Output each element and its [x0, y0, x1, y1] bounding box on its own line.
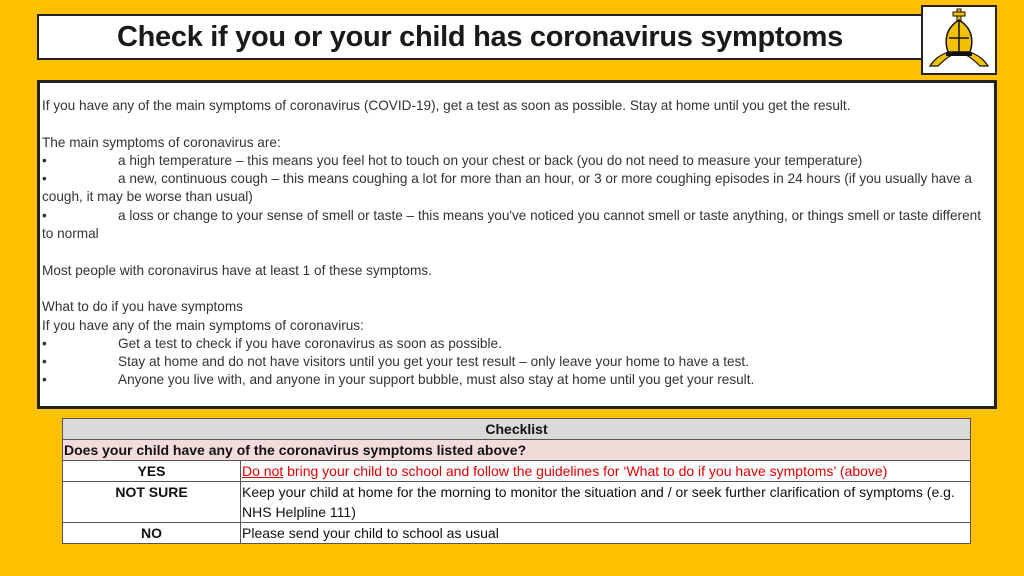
bullet-glyph: • — [42, 372, 47, 388]
checklist-header-row — [63, 419, 971, 440]
bullet-glyph: • — [42, 207, 47, 223]
symptom-item: • a high temperature – this means you feel hot to touch on your chest or back (you do not need to measure your temperature) — [42, 152, 988, 170]
checklist-question: Does your child have any of the coronavirus symptoms listed above? — [63, 440, 971, 461]
action-item: • Get a test to check if you have coronavirus as soon as possible. — [42, 335, 988, 353]
instruction-yes: Do not bring your child to school and follow the guidelines for ‘What to do if you have symptoms’ (above) — [241, 461, 971, 482]
bullet-glyph: • — [42, 171, 47, 187]
mitre-crest-icon — [926, 8, 992, 72]
symptom-item: • a new, continuous cough – this means coughing a lot for more than an hour, or 3 or more coughing episodes in 24 hours (if you usually have a cough, it may be worse than usual) — [42, 171, 972, 205]
title-banner — [37, 14, 923, 60]
option-not-sure: NOT SURE — [63, 482, 241, 523]
option-yes: YES — [63, 461, 241, 482]
emphasis-text: Do not — [242, 463, 284, 479]
symptom-item: • a loss or change to your sense of smell or taste – this means you've noticed you cannot smell or taste anything, or things smell or taste different to normal — [42, 207, 981, 242]
checklist-table — [62, 418, 971, 544]
table-row — [63, 461, 971, 482]
intro-text: If you have any of the main symptoms of coronavirus (COVID-19), get a test as soon as possible. Stay at home until you get the result. — [42, 98, 851, 113]
checklist-question-row — [63, 440, 971, 461]
page-title: Check if you or your child has coronavirus symptoms — [117, 20, 843, 53]
main-symptoms-heading: The main symptoms of coronavirus are: — [42, 134, 281, 150]
bullet-glyph: • — [42, 335, 47, 351]
action-item: • Anyone you live with, and anyone in your support bubble, must also stay at home until you get your result. — [42, 371, 988, 389]
what-to-do-heading: What to do if you have symptoms — [42, 299, 243, 315]
most-people-text: Most people with coronavirus have at least 1 of these symptoms. — [42, 262, 432, 278]
bullet-glyph: • — [42, 152, 47, 168]
school-logo — [921, 5, 997, 75]
table-row — [63, 482, 971, 523]
instruction-not-sure: Keep your child at home for the morning to monitor the situation and / or seek further clarification of symptoms (e.g. NHS Helpline 111) — [241, 482, 971, 523]
bullet-glyph: • — [42, 354, 47, 370]
what-to-do-intro: If you have any of the main symptoms of coronavirus: — [42, 317, 364, 333]
symptoms-info-panel — [37, 80, 997, 409]
action-item: • Stay at home and do not have visitors until you get your test result – only leave your home to have a test. — [42, 353, 988, 371]
option-no: NO — [63, 523, 241, 544]
checklist-header: Checklist — [63, 419, 971, 440]
table-row — [63, 523, 971, 544]
instruction-no: Please send your child to school as usual — [241, 523, 971, 544]
